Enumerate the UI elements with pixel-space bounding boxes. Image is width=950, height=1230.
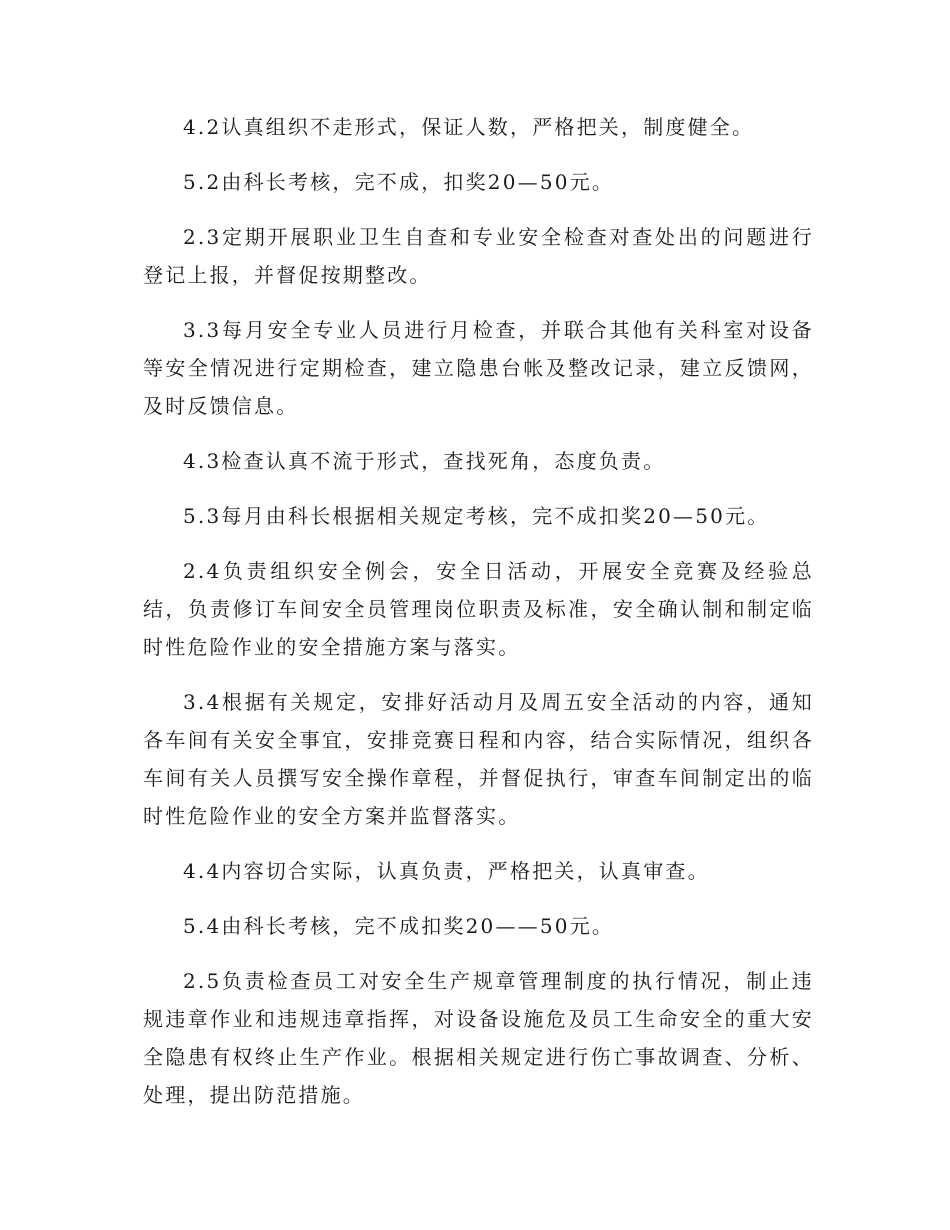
paragraph-4-2: 4.2认真组织不走形式，保证人数，严格把关，制度健全。 [183, 115, 755, 139]
paragraph-3-3: 3.3每月安全专业人员进行月检查，并联合其他有关科室对设备等安全情况进行定期检查，建立隐患台帐及整改记录，建立反馈网，及时反馈信息。 [143, 318, 814, 418]
paragraph-5-3: 5.3每月由科长根据相关规定考核，完不成扣奖20—50元。 [183, 504, 770, 528]
paragraph-2-3: 2.3定期开展职业卫生自查和专业安全检查对查处出的问题进行登记上报，并督促按期整改。 [143, 225, 814, 287]
paragraph-4-3: 4.3检查认真不流于形式，查找死角，态度负责。 [183, 449, 666, 473]
paragraph-3-4: 3.4根据有关规定，安排好活动月及周五安全活动的内容，通知各车间有关安全事宜，安排竞赛日程和内容，结合实际情况，组织各车间有关人员撰写安全操作章程，并督促执行，审查车间制定出的临时性危险作业的安全方案并监督落实。 [143, 690, 814, 828]
paragraph-4-4: 4.4内容切合实际，认真负责，严格把关，认真审查。 [183, 859, 710, 883]
paragraph-2-4: 2.4负责组织安全例会，安全日活动，开展安全竞赛及经验总结，负责修订车间安全员管理岗位职责及标准，安全确认制和制定临时性危险作业的安全措施方案与落实。 [143, 559, 814, 659]
paragraph-2-5: 2.5负责检查员工对安全生产规章管理制度的执行情况，制止违规违章作业和违规违章指挥，对设备设施危及员工生命安全的重大安全隐患有权终止生产作业。根据相关规定进行伤亡事故调查、分析、处理，提出防范措施。 [143, 969, 814, 1107]
paragraph-5-4: 5.4由科长考核，完不成扣奖20——50元。 [183, 914, 615, 938]
paragraph-5-2: 5.2由科长考核，完不成，扣奖20—50元。 [183, 170, 615, 194]
